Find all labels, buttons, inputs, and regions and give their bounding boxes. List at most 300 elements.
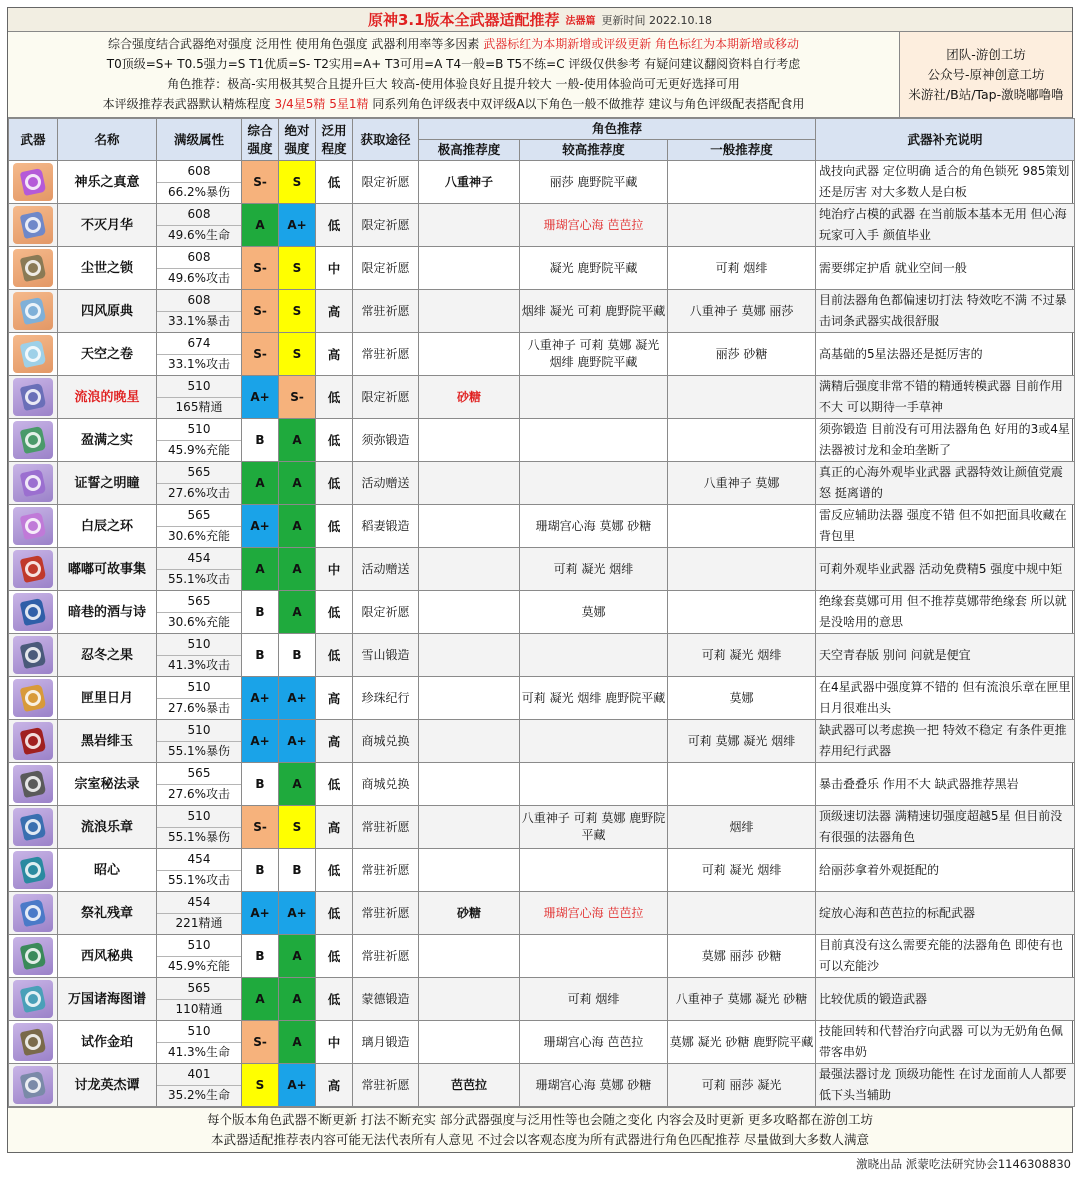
rec-top [419,935,520,978]
substat: 110精通 [157,999,241,1021]
weapon-note: 缺武器可以考虑换一把 特效不稳定 有条件更推荐用纪行武器 [816,720,1075,763]
rec-normal: 可莉 莫娜 凝光 烟绯 [668,720,816,763]
source: 璃月锻造 [353,1021,419,1064]
table-row [9,462,1075,505]
rec-high: 凝光 鹿野院平藏 [520,247,668,290]
weapon-note: 纯治疗占模的武器 在当前版本基本无用 但心海玩家可入手 颜值毕业 [816,204,1075,247]
ring-shape [25,776,41,792]
rec-high: 珊瑚宫心海 芭芭拉 [520,204,668,247]
source: 常驻祈愿 [353,892,419,935]
overall-grade: B [242,849,279,892]
absolute-grade: A+ [279,204,316,247]
usage-level: 中 [316,247,353,290]
usage-level: 高 [316,806,353,849]
weapon-stat [157,1021,242,1064]
source: 常驻祈愿 [353,333,419,376]
ring-shape [25,174,41,190]
usage-level: 低 [316,462,353,505]
table-row [9,677,1075,720]
weapon-name: 证誓之明瞳 [58,462,157,505]
rec-high: 珊瑚宫心海 莫娜 砂糖 [520,1064,668,1107]
base-atk: 565 [187,593,211,608]
col-rec-group: 角色推荐 [419,119,816,140]
weapon-note: 雷反应辅助法器 强度不错 但不如把面具收藏在背包里 [816,505,1075,548]
weapon-name: 昭心 [58,849,157,892]
weapon-stat [157,849,242,892]
substat: 165精通 [157,397,241,419]
overall-grade: S- [242,161,279,204]
weapon-name: 天空之卷 [58,333,157,376]
team-name: 团队-游创工坊 [946,46,1026,62]
table-row [9,978,1075,1021]
rec-normal: 莫娜 丽莎 砂糖 [668,935,816,978]
ring-shape [25,217,41,233]
base-atk: 510 [187,937,211,952]
rec-normal: 可莉 凝光 烟绯 [668,849,816,892]
rec-normal: 可莉 烟绯 [668,247,816,290]
weapon-icon-cell [9,935,58,978]
absolute-grade: A [279,935,316,978]
col-absolute: 绝对强度 [279,119,316,161]
title-bar [8,8,1072,32]
overall-grade: B [242,763,279,806]
overall-grade: A [242,548,279,591]
rec-top [419,548,520,591]
info-line-1-text: 综合强度结合武器绝对强度 泛用性 使用角色强度 武器利用率等多因素 [107,36,480,51]
usage-level: 高 [316,1064,353,1107]
mappa-mare-icon [13,980,53,1018]
base-atk: 454 [187,894,211,909]
weapon-name: 宗室秘法录 [58,763,157,806]
absolute-grade: A+ [279,892,316,935]
weapon-stat [157,806,242,849]
oathsworn-eye-icon [13,464,53,502]
col-rec-top: 极高推荐度 [419,140,520,161]
weapon-note: 须弥锻造 目前没有可用法器角色 好用的3或4星法器被讨龙和金珀垄断了 [816,419,1075,462]
table-row [9,591,1075,634]
base-atk: 510 [187,722,211,737]
weapon-note: 需要绑定护盾 就业空间一般 [816,247,1075,290]
rec-top [419,978,520,1021]
source: 限定祈愿 [353,204,419,247]
table-row [9,290,1075,333]
weapon-stat [157,505,242,548]
overall-grade: A+ [242,376,279,419]
source: 常驻祈愿 [353,849,419,892]
weapon-icon-cell [9,849,58,892]
rec-top [419,247,520,290]
weapon-note: 绝缘套莫娜可用 但不推荐莫娜带绝缘套 所以就是没啥用的意思 [816,591,1075,634]
overall-grade: S- [242,333,279,376]
absolute-grade: A [279,419,316,462]
rec-high [520,763,668,806]
ring-shape [25,905,41,921]
weapon-name: 暗巷的酒与诗 [58,591,157,634]
col-notes: 武器补充说明 [816,119,1075,161]
weapon-icon-cell [9,720,58,763]
rec-high: 丽莎 鹿野院平藏 [520,161,668,204]
rec-high [520,634,668,677]
weapon-stat [157,978,242,1021]
kagura-bell-icon [13,163,53,201]
usage-level: 低 [316,849,353,892]
lost-prayer-icon [13,292,53,330]
weapon-stat [157,1064,242,1107]
skyward-atlas-icon [13,335,53,373]
base-atk: 565 [187,507,211,522]
fruit-of-fulfillment-icon [13,421,53,459]
absolute-grade: A+ [279,1064,316,1107]
weapon-icon-cell [9,591,58,634]
table-row [9,161,1075,204]
rec-high: 可莉 烟绯 [520,978,668,1021]
base-atk: 565 [187,765,211,780]
weapon-icon-cell [9,978,58,1021]
source: 珍珠纪行 [353,677,419,720]
rec-top [419,1021,520,1064]
col-rec-normal: 一般推荐度 [668,140,816,161]
rec-high: 珊瑚宫心海 芭芭拉 [520,892,668,935]
rec-top [419,677,520,720]
source: 常驻祈愿 [353,1064,419,1107]
weapon-name: 盈满之实 [58,419,157,462]
rec-high: 八重神子 可莉 莫娜 鹿野院平藏 [520,806,668,849]
source: 商城兑换 [353,763,419,806]
overall-grade: A+ [242,720,279,763]
weapon-stat [157,591,242,634]
usage-level: 低 [316,634,353,677]
rec-normal [668,161,816,204]
substat: 33.1%攻击 [157,354,241,376]
weapon-tier-sheet [7,7,1073,1153]
rec-high [520,462,668,505]
substat: 30.6%充能 [157,526,241,548]
wechat-account: 公众号-原神创意工坊 [927,66,1045,82]
header-row-1 [9,119,1075,140]
usage-level: 低 [316,376,353,419]
ring-shape [25,733,41,749]
base-atk: 510 [187,808,211,823]
info-panel [8,32,1072,118]
base-atk: 454 [187,550,211,565]
source: 限定祈愿 [353,376,419,419]
overall-grade: A [242,204,279,247]
absolute-grade: A+ [279,677,316,720]
weapon-stat [157,548,242,591]
col-usage: 泛用程度 [316,119,353,161]
base-atk: 608 [187,292,211,307]
ring-shape [25,1034,41,1050]
ring-shape [25,1077,41,1093]
usage-level: 低 [316,935,353,978]
weapon-note: 战技向武器 定位明确 适合的角色锁死 985策划还是厉害 对大多数人是白板 [816,161,1075,204]
sacrificial-fragments-icon [13,894,53,932]
weapon-note: 技能回转和代替治疗向武器 可以为无奶角色佩带客串奶 [816,1021,1075,1064]
substat: 55.1%攻击 [157,569,241,591]
blackcliff-agate-icon [13,722,53,760]
info-lines [8,32,900,117]
platform-accounts: 米游社/B站/Tap-激晓嘟噜噜 [908,86,1064,102]
substat: 49.6%生命 [157,225,241,247]
substat: 27.6%攻击 [157,483,241,505]
weapon-icon-cell [9,462,58,505]
ring-shape [25,475,41,491]
table-row [9,505,1075,548]
weapon-icon-cell [9,1064,58,1107]
substat: 41.3%生命 [157,1042,241,1064]
weapon-stat [157,333,242,376]
the-widsith-icon [13,808,53,846]
overall-grade: S- [242,1021,279,1064]
rec-normal [668,419,816,462]
favonius-codex-icon [13,937,53,975]
weapon-icon-cell [9,247,58,290]
rec-top [419,290,520,333]
weapon-name: 祭礼残章 [58,892,157,935]
usage-level: 低 [316,978,353,1021]
thrilling-tales-icon [13,1066,53,1104]
weapon-name: 黑岩绯玉 [58,720,157,763]
base-atk: 510 [187,421,211,436]
rec-high [520,419,668,462]
usage-level: 低 [316,591,353,634]
info-line-2: T0顶级=S+ T0.5强力=S T1优质=S- T2实用=A+ T3可用=A T4一般=B T5不练=C 评级仅供参考 有疑问建议翻阅资料自行考虑 [106,56,801,71]
ring-shape [25,647,41,663]
base-atk: 674 [187,335,211,350]
rec-top [419,591,520,634]
rec-top [419,204,520,247]
substat: 33.1%暴击 [157,311,241,333]
substat: 55.1%暴伤 [157,827,241,849]
substat: 35.2%生命 [157,1085,241,1107]
weapon-note: 满精后强度非常不错的精通转模武器 目前作用不大 可以期待一手草神 [816,376,1075,419]
weapon-name: 四风原典 [58,290,157,333]
footer-line-1: 每个版本角色武器不断更新 打法不断充实 部分武器强度与泛用性等也会随之变化 内容会及时更新 更多攻略都在游创工坊 [207,1112,873,1127]
absolute-grade: S [279,161,316,204]
base-atk: 608 [187,163,211,178]
substat: 45.9%充能 [157,440,241,462]
absolute-grade: A+ [279,720,316,763]
weapon-stat [157,204,242,247]
weapon-stat [157,290,242,333]
absolute-grade: A [279,763,316,806]
weapon-note: 天空青春版 别问 问就是便宜 [816,634,1075,677]
weapon-name: 尘世之锁 [58,247,157,290]
rec-top [419,333,520,376]
weapon-stat [157,634,242,677]
footer-line-2: 本武器适配推荐表内容可能无法代表所有人意见 不过会以客观态度为所有武器进行角色匹配推荐 尽量做到大多数人满意 [211,1132,869,1147]
rec-normal: 可莉 丽莎 凝光 [668,1064,816,1107]
rec-high: 可莉 凝光 烟绯 鹿野院平藏 [520,677,668,720]
weapon-name: 白辰之环 [58,505,157,548]
info-line-4-text-a: 本评级推荐表武器默认精炼程度 [102,96,271,111]
weapon-icon-cell [9,333,58,376]
weapon-note: 高基础的5星法器还是挺厉害的 [816,333,1075,376]
frostbearer-icon [13,636,53,674]
rec-top [419,763,520,806]
weapon-stat [157,935,242,978]
weapon-note: 目前法器角色都偏速切打法 特效吃不满 不过暴击词条武器实战很舒服 [816,290,1075,333]
weapon-stat [157,161,242,204]
table-row [9,935,1075,978]
rec-normal [668,892,816,935]
rec-normal: 八重神子 莫娜 丽莎 [668,290,816,333]
ring-shape [25,432,41,448]
source: 常驻祈愿 [353,935,419,978]
substat: 45.9%充能 [157,956,241,978]
page-title: 原神3.1版本全武器适配推荐 [367,11,560,29]
usage-level: 高 [316,333,353,376]
weapon-stat [157,763,242,806]
ring-shape [25,518,41,534]
weapon-name: 讨龙英杰谭 [58,1064,157,1107]
source: 常驻祈愿 [353,806,419,849]
rec-top: 八重神子 [419,161,520,204]
base-atk: 401 [187,1066,211,1081]
substat: 30.6%充能 [157,612,241,634]
substat: 221精通 [157,913,241,935]
weapon-note: 绽放心海和芭芭拉的标配武器 [816,892,1075,935]
weapon-icon-cell [9,763,58,806]
usage-level: 高 [316,677,353,720]
weapon-note: 可莉外观毕业武器 活动免费精5 强度中规中矩 [816,548,1075,591]
rec-normal [668,763,816,806]
overall-grade: S- [242,247,279,290]
rec-high [520,849,668,892]
source: 活动赠送 [353,548,419,591]
overall-grade: A [242,462,279,505]
source: 限定祈愿 [353,247,419,290]
col-weapon: 武器 [9,119,58,161]
weapon-name: 试作金珀 [58,1021,157,1064]
everlasting-moonglow-icon [13,206,53,244]
weapon-name: 嘟嘟可故事集 [58,548,157,591]
source: 雪山锻造 [353,634,419,677]
substat: 55.1%攻击 [157,870,241,892]
usage-level: 高 [316,720,353,763]
ring-shape [25,561,41,577]
substat: 66.2%暴伤 [157,182,241,204]
rec-high: 可莉 凝光 烟绯 [520,548,668,591]
source: 蒙德锻造 [353,978,419,1021]
usage-level: 中 [316,1021,353,1064]
rec-top [419,634,520,677]
substat: 55.1%暴伤 [157,741,241,763]
info-line-1-red: 武器标红为本期新增或评级更新 角色标红为本期新增或移动 [483,36,800,51]
source: 限定祈愿 [353,591,419,634]
source: 常驻祈愿 [353,290,419,333]
rec-high [520,720,668,763]
rec-high: 珊瑚宫心海 芭芭拉 [520,1021,668,1064]
rec-normal [668,376,816,419]
weapon-icon-cell [9,892,58,935]
page-subtitle: 法器篇 [565,16,596,27]
rec-normal [668,204,816,247]
weapon-icon-cell [9,161,58,204]
overall-grade: S- [242,290,279,333]
rec-high: 八重神子 可莉 莫娜 凝光 烟绯 鹿野院平藏 [520,333,668,376]
rec-normal [668,548,816,591]
memory-of-dust-icon [13,249,53,287]
weapon-note: 暴击叠叠乐 作用不大 缺武器推荐黑岩 [816,763,1075,806]
weapon-icon-cell [9,1021,58,1064]
dodoco-tales-icon [13,550,53,588]
weapon-note: 最强法器讨龙 顶级功能性 在讨龙面前人人都要低下头当辅助 [816,1064,1075,1107]
col-stat: 满级属性 [157,119,242,161]
info-line-4 [8,96,899,113]
weapon-name: 流浪的晚星 [58,376,157,419]
rec-top [419,849,520,892]
update-date: 更新时间 2022.10.18 [601,13,713,27]
weapon-stat [157,376,242,419]
footer [8,1107,1072,1152]
source: 商城兑换 [353,720,419,763]
table-row [9,849,1075,892]
weapon-name: 匣里日月 [58,677,157,720]
base-atk: 510 [187,679,211,694]
rec-normal: 莫娜 [668,677,816,720]
weapon-note: 顶级速切法器 满精速切强度超越5星 但目前没有很强的法器角色 [816,806,1075,849]
absolute-grade: S [279,290,316,333]
base-atk: 565 [187,464,211,479]
col-rec-high: 较高推荐度 [520,140,668,161]
rec-normal: 八重神子 莫娜 [668,462,816,505]
weapon-stat [157,892,242,935]
table-row [9,204,1075,247]
royal-grimoire-icon [13,765,53,803]
weapon-icon-cell [9,376,58,419]
absolute-grade: S [279,333,316,376]
absolute-grade: A [279,505,316,548]
table-row [9,333,1075,376]
table-row [9,892,1075,935]
overall-grade: B [242,935,279,978]
rec-normal: 烟绯 [668,806,816,849]
ring-shape [25,346,41,362]
weapon-note: 真正的心海外观毕业武器 武器特效让颜值党震怒 挺离谱的 [816,462,1075,505]
team-credits [900,32,1072,117]
overall-grade: B [242,419,279,462]
table-row [9,634,1075,677]
base-atk: 454 [187,851,211,866]
absolute-grade: A [279,548,316,591]
weapon-icon-cell [9,548,58,591]
absolute-grade: A [279,1021,316,1064]
rec-normal: 可莉 凝光 烟绯 [668,634,816,677]
table-row [9,1064,1075,1107]
ring-shape [25,948,41,964]
weapon-icon-cell [9,290,58,333]
weapon-icon-cell [9,204,58,247]
usage-level: 低 [316,892,353,935]
overall-grade: B [242,634,279,677]
rec-normal: 莫娜 凝光 砂糖 鹿野院平藏 [668,1021,816,1064]
ring-shape [25,604,41,620]
weapon-table [8,118,1075,1107]
table-row [9,247,1075,290]
usage-level: 低 [316,161,353,204]
weapon-stat [157,720,242,763]
overall-grade: S [242,1064,279,1107]
base-atk: 608 [187,249,211,264]
wandering-evenstar-icon [13,378,53,416]
source: 限定祈愿 [353,161,419,204]
rec-normal [668,591,816,634]
absolute-grade: B [279,849,316,892]
weapon-icon-cell [9,419,58,462]
absolute-grade: B [279,634,316,677]
weapon-icon-cell [9,677,58,720]
